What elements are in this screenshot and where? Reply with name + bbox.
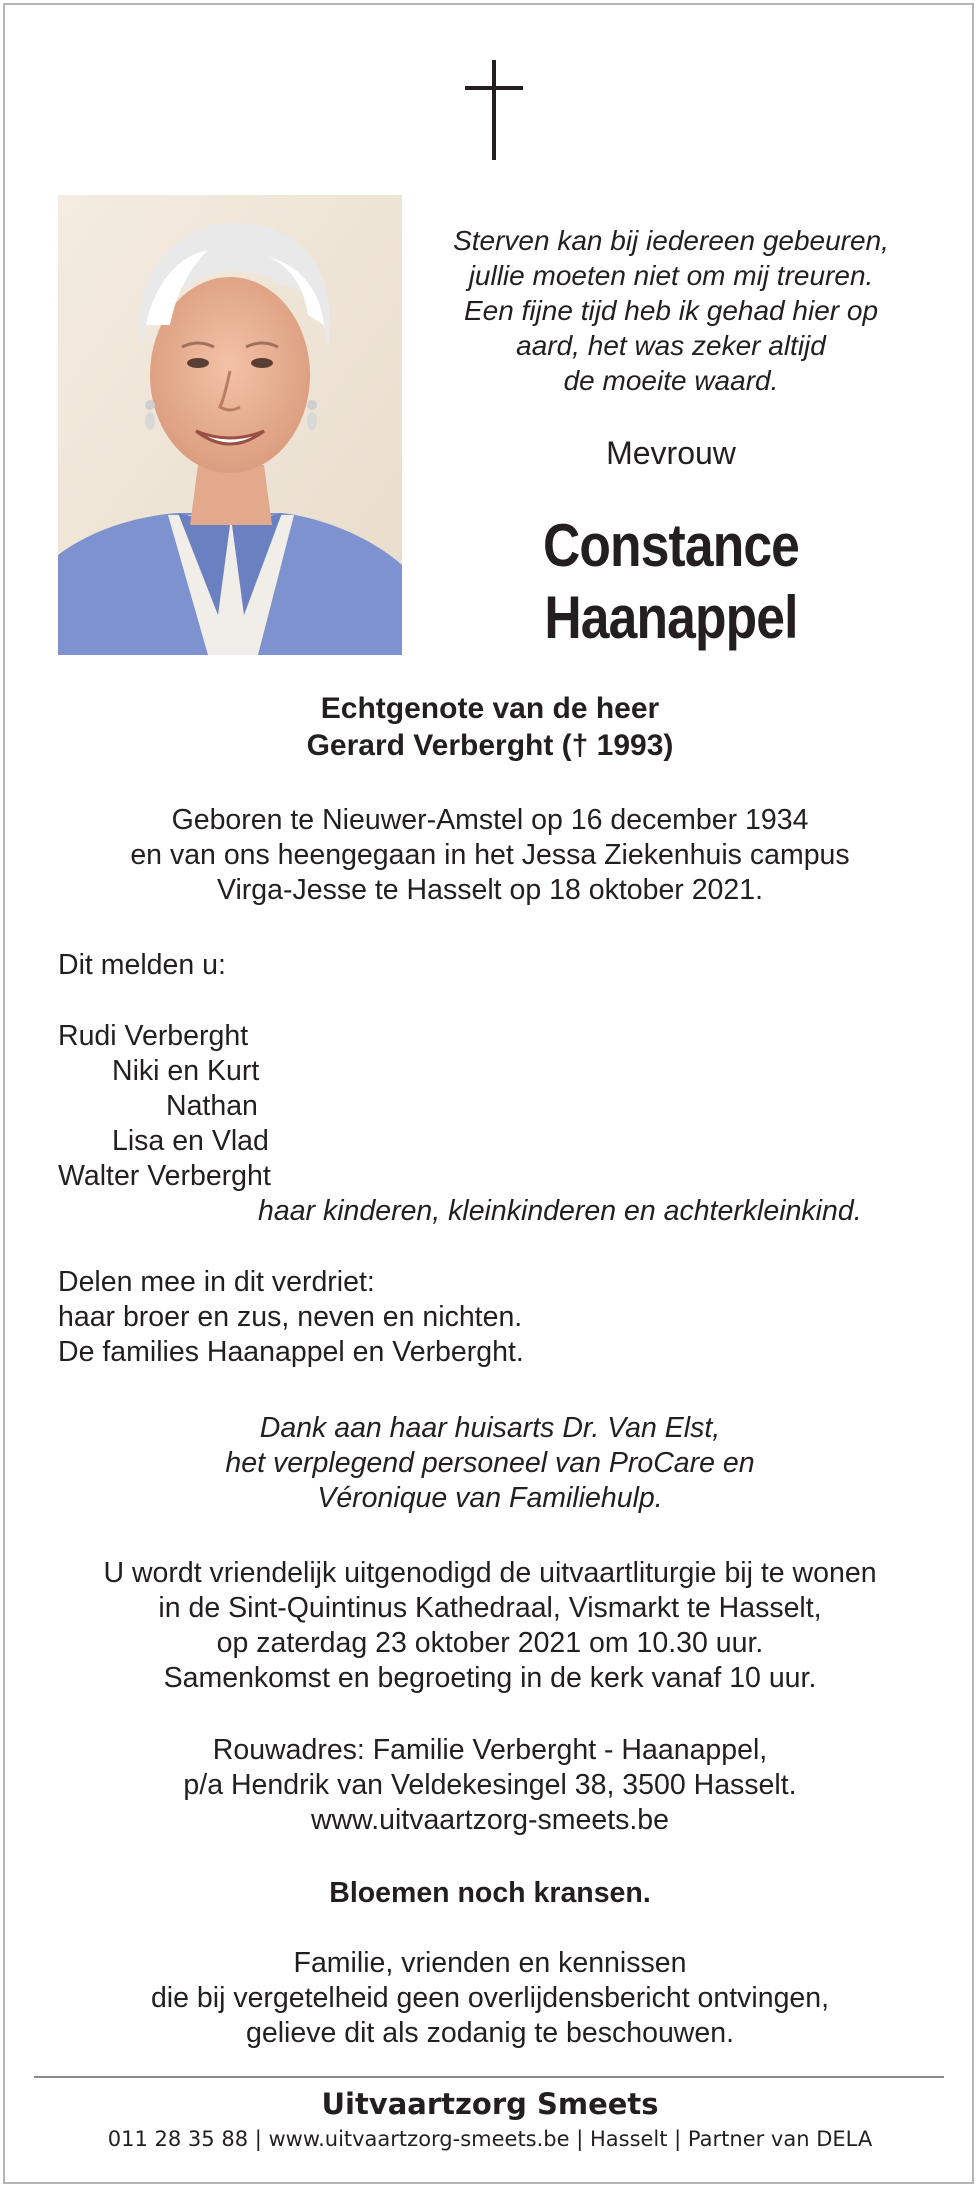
- closing-line: gelieve dit als zodanig te beschouwen.: [246, 2017, 734, 2049]
- address-line: Rouwadres: Familie Verberght - Haanappel,: [212, 1734, 768, 1766]
- spouse-line: Echtgenote van de heer: [320, 692, 660, 725]
- poem-line: Een fijne tijd heb ik gehad hier op: [463, 295, 879, 326]
- deceased-first-name: Constance: [542, 512, 800, 579]
- announcer-name: Nathan: [166, 1090, 258, 1122]
- poem-line: aard, het was zeker altijd: [516, 330, 826, 361]
- thanks-line: het verplegend personeel van ProCare en: [225, 1447, 755, 1479]
- address-info: [40, 1733, 940, 1838]
- footer-contact-info: 011 28 35 88 | www.uitvaartzorg-smeets.be | Hasselt | Partner van DELA: [107, 2127, 873, 2151]
- funeral-line: U wordt vriendelijk uitgenodigd de uitvaartliturgie bij te wonen: [103, 1557, 877, 1589]
- poem-line: de moeite waard.: [563, 365, 779, 396]
- address-line: www.uitvaartzorg-smeets.be: [311, 1804, 669, 1836]
- closing-info: [40, 1946, 940, 2051]
- sharing-line: De families Haanappel en Verberght.: [58, 1336, 524, 1368]
- funeral-line: Samenkomst en begroeting in de kerk vanaf 10 uur.: [163, 1662, 817, 1694]
- announcer-name: Niki en Kurt: [112, 1055, 260, 1087]
- announcer-name: Walter Verberght: [58, 1160, 271, 1192]
- spouse-line: Gerard Verberght († 1993): [306, 729, 674, 762]
- birth-death-info: [40, 803, 940, 908]
- address-line: p/a Hendrik van Veldekesingel 38, 3500 Hasselt.: [183, 1769, 797, 1801]
- cross-icon: [459, 60, 529, 160]
- portrait-photo: [58, 195, 402, 655]
- spouse-info: [40, 690, 940, 764]
- announcers-intro: Dit melden u:: [58, 949, 226, 981]
- birth-death-line: Virga-Jesse te Hasselt op 18 oktober 2021.: [216, 874, 764, 906]
- deceased-last-name: Haanappel: [544, 584, 798, 651]
- deceased-title: Mevrouw: [606, 435, 736, 471]
- announcer-name: Rudi Verberght: [58, 1020, 249, 1052]
- closing-line: die bij vergetelheid geen overlijdensbericht ontvingen,: [150, 1982, 830, 2014]
- footer-company: Uitvaartzorg Smeets: [321, 2087, 659, 2121]
- thanks-info: [40, 1411, 940, 1516]
- footer-divider: [34, 2076, 944, 2078]
- deceased-name: [447, 510, 896, 654]
- funeral-line: op zaterdag 23 oktober 2021 om 10.30 uur.: [216, 1627, 764, 1659]
- funeral-info: [40, 1556, 940, 1696]
- poem: [410, 223, 932, 398]
- announcer-name: Lisa en Vlad: [112, 1125, 269, 1157]
- birth-death-line: en van ons heengegaan in het Jessa Ziekenhuis campus: [130, 839, 850, 871]
- sharing-line: Delen mee in dit verdriet:: [58, 1266, 375, 1298]
- thanks-line: Véronique van Familiehulp.: [317, 1482, 663, 1514]
- poem-line: jullie moeten niet om mij treuren.: [468, 260, 874, 291]
- sharing-line: haar broer en zus, neven en nichten.: [58, 1301, 523, 1333]
- birth-death-line: Geboren te Nieuwer-Amstel op 16 december 1934: [171, 804, 809, 836]
- thanks-line: Dank aan haar huisarts Dr. Van Elst,: [259, 1412, 721, 1444]
- closing-line: Familie, vrienden en kennissen: [293, 1947, 687, 1979]
- sharing-info: [58, 1265, 524, 1370]
- announcers-relation: haar kinderen, kleinkinderen en achterkleinkind.: [258, 1195, 862, 1227]
- poem-line: Sterven kan bij iedereen gebeuren,: [453, 225, 889, 256]
- funeral-line: in de Sint-Quintinus Kathedraal, Vismarkt te Hasselt,: [158, 1592, 822, 1624]
- flowers-note: Bloemen noch kransen.: [329, 1877, 651, 1909]
